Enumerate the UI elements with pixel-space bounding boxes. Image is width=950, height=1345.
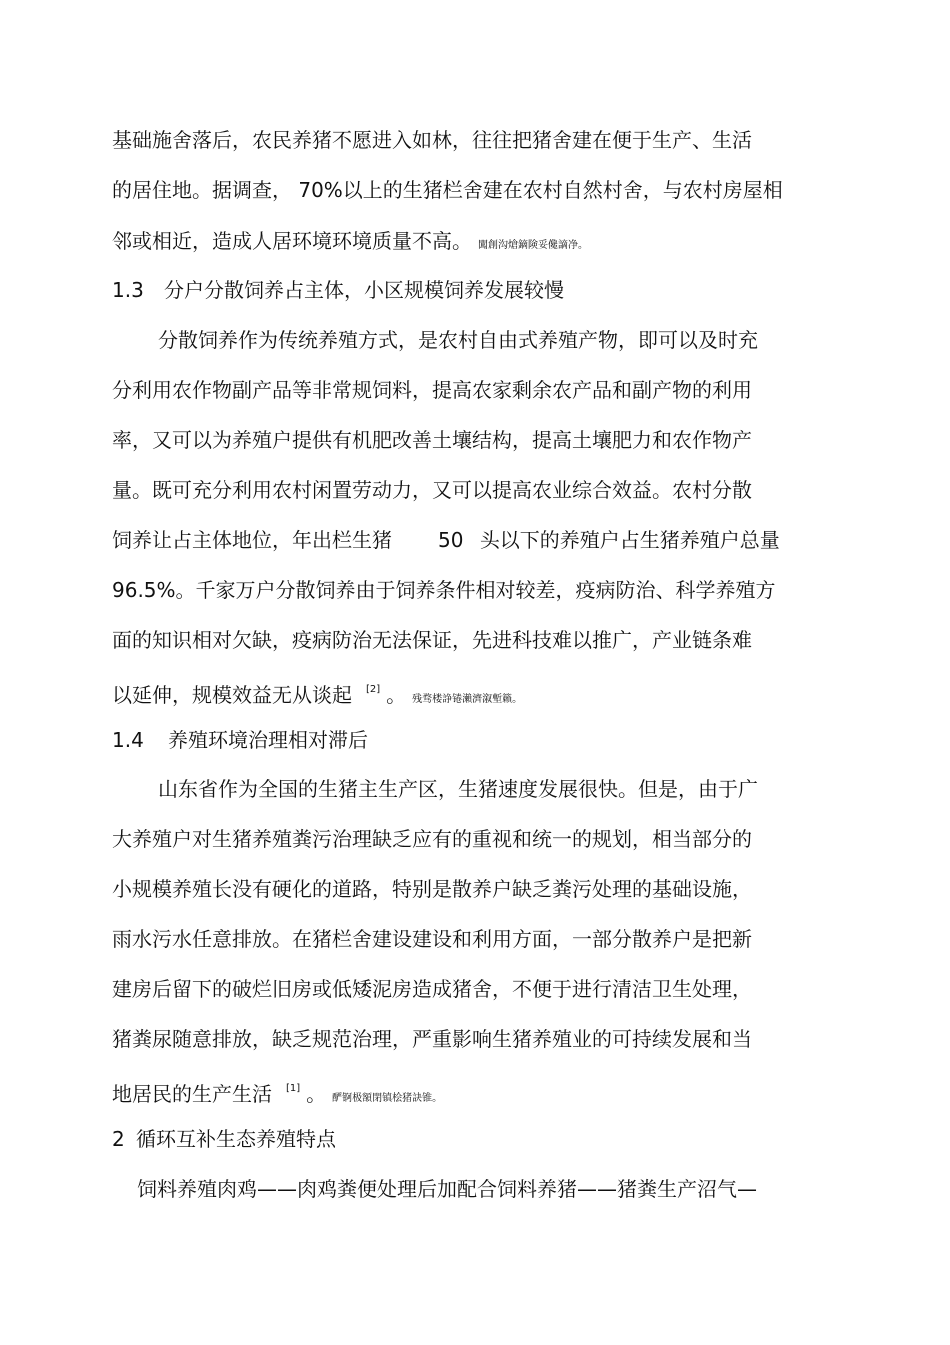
paragraph-line: 96.5%。千家万户分散饲养由于饲养条件相对较差，疫病防治、科学养殖方 <box>112 578 776 602</box>
paragraph-line: 分散饲养作为传统养殖方式，是农村自由式养殖产物，即可以及时充 <box>158 328 758 352</box>
section-title: 分户分散饲养占主体，小区规模饲养发展较慢 <box>164 278 564 302</box>
section-heading-2 <box>112 1125 336 1153</box>
paragraph-line: 雨水污水任意排放。在猪栏舍建设建设和利用方面，一部分散养户是把新 <box>112 927 752 951</box>
section-heading-1-3 <box>112 276 564 304</box>
paragraph-line: 率，又可以为养殖户提供有机肥改善土壤结构，提高土壤肥力和农作物产 <box>112 428 752 452</box>
section-number: 1.3 <box>112 278 144 302</box>
section-heading-1-4 <box>112 726 368 754</box>
paragraph-line <box>112 1075 442 1113</box>
paragraph-line <box>112 227 588 260</box>
paragraph-line: 分利用农作物副产品等非常规饲料，提高农家剩余农产品和副产物的利用 <box>112 378 752 402</box>
citation-ref: [1] <box>286 1083 301 1094</box>
paragraph-line <box>112 676 522 714</box>
line-end: 。 <box>306 1082 327 1106</box>
section-number: 1.4 <box>112 728 144 752</box>
section-title: 养殖环境治理相对滞后 <box>168 728 368 752</box>
paragraph-line: 建房后留下的破烂旧房或低矮泥房造成猪舍，不便于进行清洁卫生处理， <box>112 977 752 1001</box>
paragraph-line <box>112 526 780 554</box>
line-text: 头以下的养殖户占生猪养殖户总量 <box>479 528 780 552</box>
citation-ref: [2] <box>366 684 381 695</box>
line-text: 地居民的生产生活 <box>112 1082 272 1106</box>
paragraph-line: 小规模养殖长没有硬化的道路，特别是散养户缺乏粪污处理的基础设施， <box>112 877 752 901</box>
line-text: 邻或相近，造成人居环境环境质量不高。 <box>112 229 472 253</box>
paragraph-line: 面的知识相对欠缺，疫病防治无法保证，先进科技难以推广，产业链条难 <box>112 628 752 652</box>
paragraph-line: 猪粪尿随意排放，缺乏规范治理，严重影响生猪养殖业的可持续发展和当 <box>112 1027 752 1051</box>
garbled-text: 闖創沟熗鏑険妥儳謫净。 <box>478 240 588 251</box>
paragraph-line: 基础施舍落后，农民养猪不愿进入如林，往往把猪舍建在便于生产、生活 <box>112 128 752 152</box>
line-text: 以延伸，规模效益无从谈起 <box>112 683 352 707</box>
paragraph-line: 山东省作为全国的生猪主生产区，生猪速度发展很快。但是，由于广 <box>158 777 758 801</box>
paragraph-line: 的居住地。据调查， 70%以上的生猪栏舍建在农村自然村舍，与农村房屋相 <box>112 178 783 202</box>
line-end: 。 <box>386 683 407 707</box>
section-number: 2 <box>112 1127 125 1151</box>
paragraph-line: 大养殖户对生猪养殖粪污治理缺乏应有的重视和统一的规划，相当部分的 <box>112 827 752 851</box>
paragraph-line: 饲料养殖肉鸡——肉鸡粪便处理后加配合饲料养猪——猪粪生产沼气— <box>137 1177 757 1201</box>
garbled-text: 酽锕极額閉镇桧猪訣锥。 <box>332 1093 443 1104</box>
section-title: 循环互补生态养殖特点 <box>136 1127 336 1151</box>
paragraph-line: 量。既可充分利用农村闲置劳动力，又可以提高农业综合效益。农村分散 <box>112 478 752 502</box>
inline-number: 50 <box>438 528 464 552</box>
line-text: 饲养让占主体地位，年出栏生猪 <box>112 528 392 552</box>
garbled-text: 残骛楼諍锩瀨濟溆塹籟。 <box>412 694 523 705</box>
